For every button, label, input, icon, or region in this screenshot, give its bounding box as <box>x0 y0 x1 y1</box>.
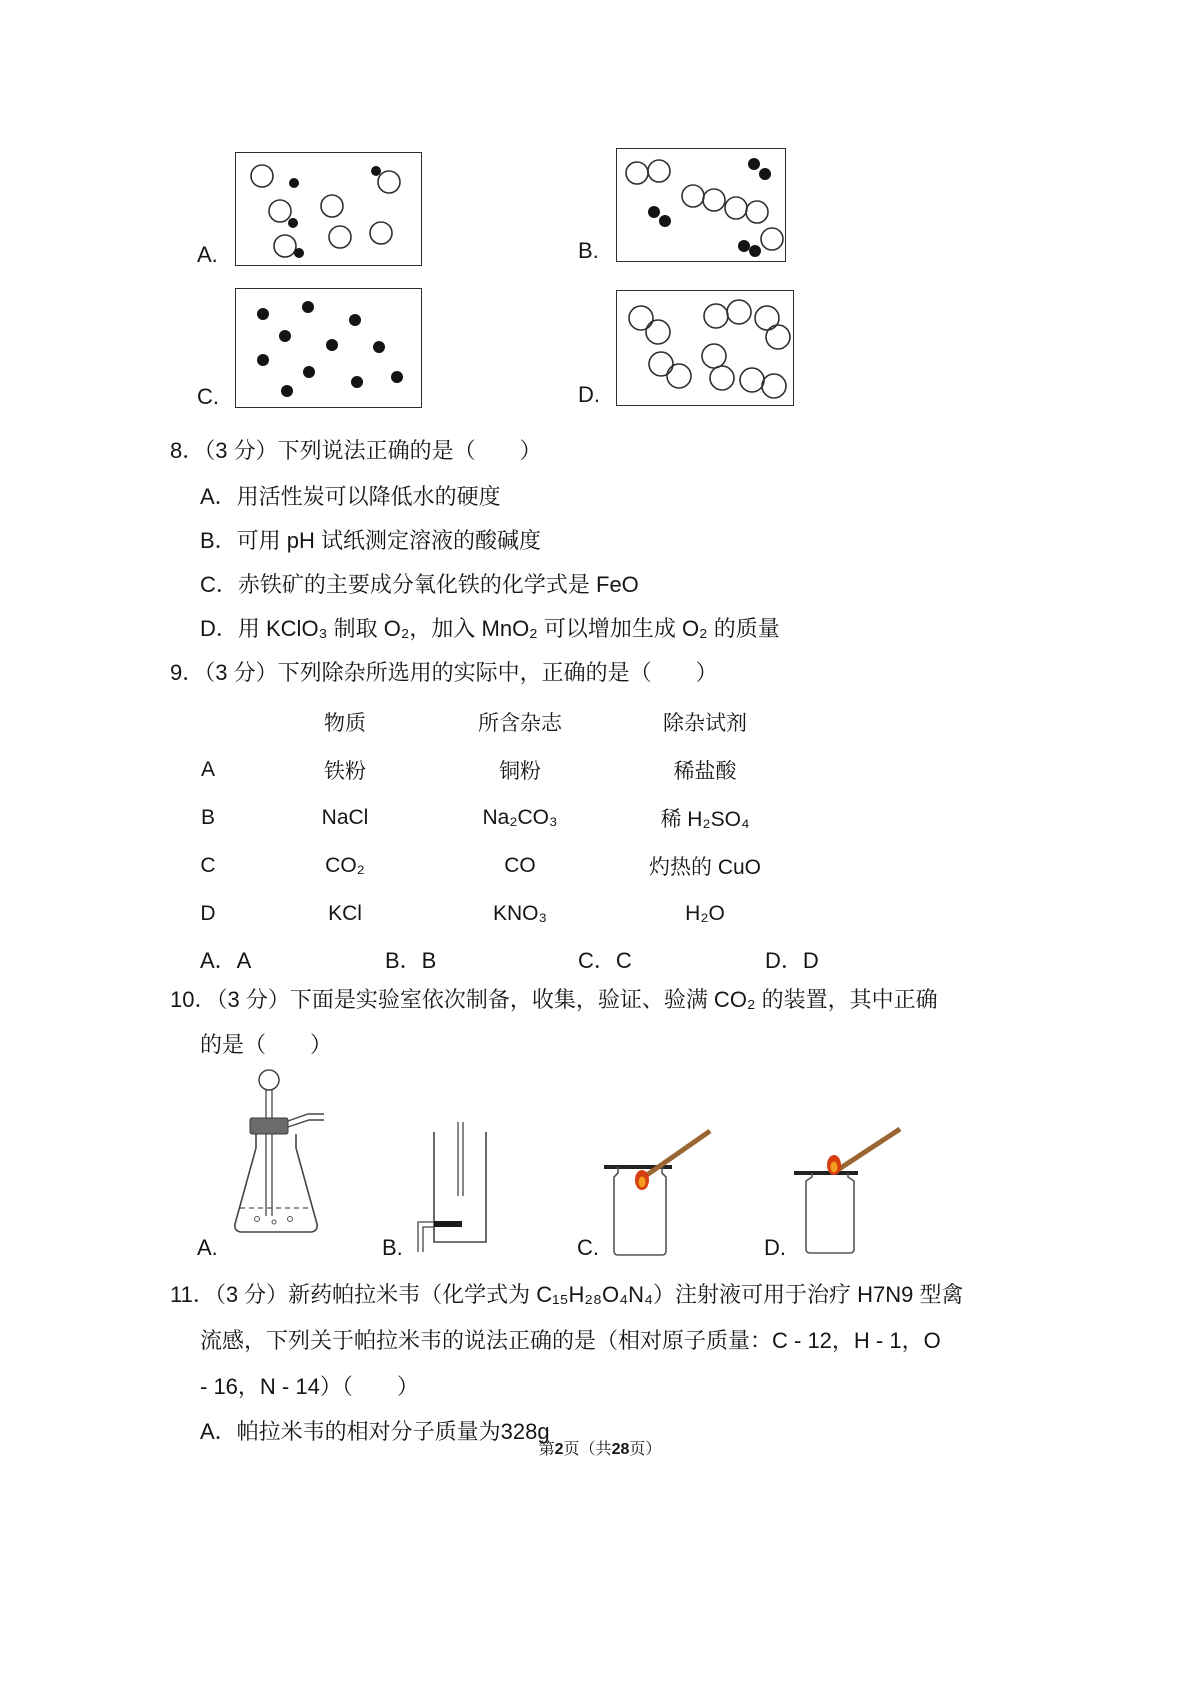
row-d-key: D <box>200 902 216 925</box>
q9-answer-a: A．A <box>200 948 252 973</box>
row-b-substance: NaCl <box>321 806 369 829</box>
q10-stem-line1: 10．（3 分）下面是实验室依次制备，收集，验证、验满 CO₂ 的装置，其中正确 <box>170 987 938 1012</box>
molecule-option-label-d: D. <box>578 382 600 407</box>
col-header-substance: 物质 <box>324 712 366 735</box>
page-footer <box>0 1436 1200 1459</box>
row-a-key: A <box>200 758 215 781</box>
q8-stem: 8．（3 分）下列说法正确的是（ ） <box>170 438 542 463</box>
gas-collection-bottle-icon <box>412 1118 502 1258</box>
molecule-diagram-c <box>235 288 422 408</box>
footer-total-pages: 28 <box>611 1441 630 1458</box>
q9-answer-d: D．D <box>765 948 819 973</box>
q10-apparatus-label-c: C. <box>577 1235 599 1260</box>
row-d-substance: KCl <box>328 902 362 925</box>
q8-option-a: A．用活性炭可以降低水的硬度 <box>200 484 501 509</box>
co2-generator-flask-icon <box>222 1068 327 1253</box>
row-b-key: B <box>200 806 215 829</box>
q8-option-c: C．赤铁矿的主要成分氧化铁的化学式是 FeO <box>200 572 639 597</box>
molecule-option-label-b: B. <box>578 238 599 263</box>
row-c-key: C <box>200 854 216 877</box>
row-c-reagent: 灼热的 CuO <box>648 856 761 879</box>
row-a-reagent: 稀盐酸 <box>673 760 737 783</box>
verification-bottle-burning-splint-icon <box>598 1125 718 1260</box>
q11-stem-line2: 流感，下列关于帕拉米韦的说法正确的是（相对原子质量：C - 12，H - 1，O <box>200 1328 941 1353</box>
col-header-impurity: 所含杂志 <box>478 712 562 735</box>
row-c-substance: CO₂ <box>325 854 365 877</box>
full-test-bottle-burning-splint-icon <box>788 1125 908 1260</box>
footer-prefix: 第 <box>538 1441 555 1458</box>
purification-table <box>170 698 814 938</box>
row-b-impurity: Na₂CO₃ <box>482 806 558 829</box>
row-c-impurity: CO <box>504 854 536 877</box>
footer-suffix: 页） <box>629 1441 662 1458</box>
q11-option-a: A．帕拉米韦的相对分子质量为328g <box>200 1419 550 1444</box>
molecule-diagram-d <box>616 290 794 406</box>
footer-page-number: 2 <box>554 1441 564 1458</box>
row-d-impurity: KNO₃ <box>492 902 548 925</box>
molecule-diagram-a <box>235 152 422 266</box>
footer-mid: 页（共 <box>563 1441 612 1458</box>
row-d-reagent: H₂O <box>685 902 725 925</box>
row-a-impurity: 铜粉 <box>499 760 541 783</box>
q11-stem-line3: - 16，N - 14）（ ） <box>200 1374 419 1399</box>
q8-option-d: D．用 KClO₃ 制取 O₂，加入 MnO₂ 可以增加生成 O₂ 的质量 <box>200 616 780 641</box>
q10-stem-line2: 的是（ ） <box>200 1032 333 1057</box>
molecule-diagram-b <box>616 148 786 262</box>
table-corner-cell <box>170 698 246 746</box>
q10-apparatus-label-a: A. <box>197 1235 218 1260</box>
q8-option-b: B．可用 pH 试纸测定溶液的酸碱度 <box>200 528 542 553</box>
row-b-reagent: 稀 H₂SO₄ <box>660 808 750 831</box>
col-header-reagent: 除杂试剂 <box>663 712 747 735</box>
molecule-option-label-c: C. <box>197 384 219 409</box>
q10-apparatus-label-b: B. <box>382 1235 403 1260</box>
q11-stem-line1: 11．（3 分）新药帕拉米韦（化学式为 C₁₅H₂₈O₄N₄）注射液可用于治疗 H7N9 型禽 <box>170 1282 964 1307</box>
molecule-option-label-a: A. <box>197 242 218 267</box>
q9-answer-c: C．C <box>578 948 632 973</box>
q10-apparatus-label-d: D. <box>764 1235 786 1260</box>
q9-stem: 9．（3 分）下列除杂所选用的实际中，正确的是（ ） <box>170 660 718 685</box>
row-a-substance: 铁粉 <box>324 760 366 783</box>
q9-answer-b: B．B <box>385 948 437 973</box>
